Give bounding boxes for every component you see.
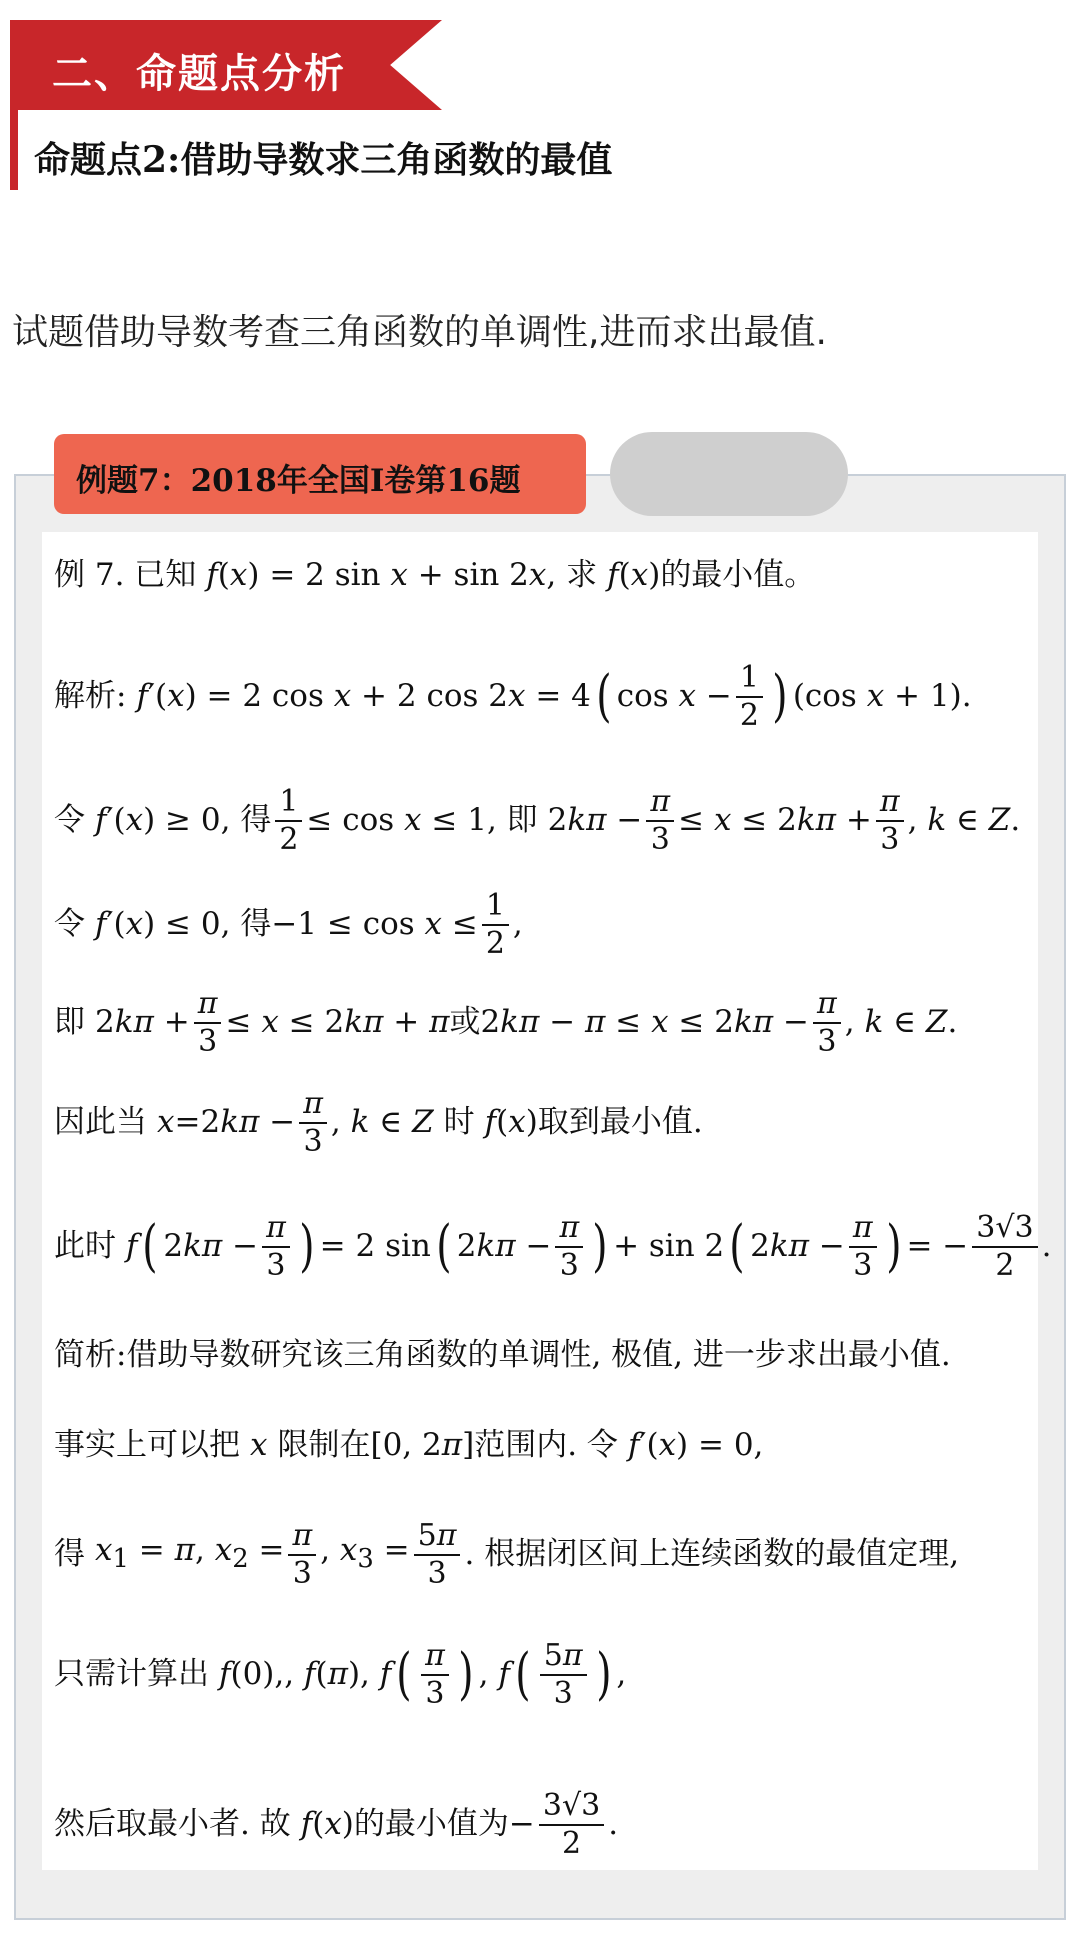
solution-line-11: 只需计算出 f(0),, f(π), f ( $\frac{\pi}{3}$ ) , f ( $\frac{5\pi}{3}$ ) , <box>54 1638 627 1711</box>
text: . 根据闭区间上连续函数的最值定理, <box>464 1536 960 1572</box>
topic-subtitle: 命题点2:借助导数求三角函数的最值 <box>34 139 613 181</box>
solution-line-4: 令 f′(x) ≤ 0 , 得 −1 ≤ cos x ≤ $\frac{1}{2}$ , <box>54 888 523 961</box>
solution-line-5: 即 2kπ + $\frac{\pi}{3}$ ≤ x ≤ 2kπ + π 或 2kπ − π ≤ x ≤ 2kπ − $\frac{\pi}{3}$ , k ∈ Z. <box>54 986 958 1059</box>
math: f(x) = 2 sin x + sin 2x <box>206 557 547 593</box>
text: , 即 <box>486 802 538 838</box>
section-title: 二、命题点分析 <box>52 51 346 97</box>
solution-line-9: 事实上可以把 x 限制在 [0, 2π] 范围内. 令 f′(x) = 0, <box>54 1427 764 1463</box>
text: 令 <box>54 906 85 942</box>
solution-line-6: 因此当 x=2kπ − $\frac{\pi}{3}$ , k ∈ Z 时 f(x) 取到最小值. <box>54 1086 703 1159</box>
text: , 得 <box>220 906 272 942</box>
text: 例 7. 已知 <box>54 557 197 593</box>
math: f′(x) = 2 cos x + 2 cos 2x = 4 <box>136 678 591 714</box>
intro-text: 试题借助导数考查三角函数的单调性,进而求出最值. <box>12 312 827 353</box>
solution-line-3: 令 f′(x) ≥ 0 , 得 $\frac{1}{2}$ ≤ cos x ≤ 1 , 即 2kπ − $\frac{\pi}{3}$ ≤ x ≤ 2kπ + $\frac{\pi}{3}$ , k ∈ Z. <box>54 784 1021 857</box>
solution-line-2: 解析: f′(x) = 2 cos x + 2 cos 2x = 4 ( cos x − $\frac{1}{2}$ ) (cos x + 1). <box>54 660 972 733</box>
text: 事实上可以把 <box>54 1427 240 1463</box>
text: 然后取最小者. 故 <box>54 1806 291 1842</box>
solution-line-7: 此时 f ( 2kπ − $\frac{\pi}{3}$ ) = 2 sin ( 2kπ − $\frac{\pi}{3}$ ) + sin 2 ( 2kπ − $\frac{\pi}{3}$ ) = − $\frac{3√3}{2}$ . <box>54 1210 1052 1283</box>
example-tag-label: 例题7：2018年全国I卷第16题 <box>76 463 521 499</box>
text: 即 <box>54 1004 85 1040</box>
text: 的最小值。 <box>660 557 816 593</box>
text: 或 <box>449 1004 481 1040</box>
text: 因此当 <box>54 1104 147 1140</box>
text: 此时 <box>54 1228 116 1264</box>
text: , 求 <box>546 557 598 593</box>
text: 只需计算出 <box>54 1656 209 1692</box>
math: f(x) <box>607 557 661 593</box>
text: 得 <box>54 1536 85 1572</box>
solution-line-8: 简析:借助导数研究该三角函数的单调性, 极值, 进一步求出最小值. <box>54 1337 951 1373</box>
decorative-pill <box>610 432 848 516</box>
text: 的最小值为 <box>353 1806 509 1842</box>
text: 解析: <box>54 678 127 714</box>
banner-accent-bar <box>10 108 18 190</box>
text: 取到最小值. <box>537 1104 703 1140</box>
text: 范围内. 令 <box>474 1427 618 1463</box>
solution-line-12: 然后取最小者. 故 f(x) 的最小值为 − $\frac{3√3}{2}$ . <box>54 1788 619 1861</box>
text: 时 <box>443 1104 475 1140</box>
text: , 得 <box>220 802 272 838</box>
text: 限制在 <box>277 1427 371 1463</box>
text: 令 <box>54 802 85 838</box>
solution-line-1 <box>54 557 816 593</box>
solution-line-10: 得 $x_1 = \pi$, $x_2$ = $\frac{\pi}{3}$ , $x_3$ = $\frac{5\pi}{3}$ . 根据闭区间上连续函数的最值定理, <box>54 1518 960 1591</box>
